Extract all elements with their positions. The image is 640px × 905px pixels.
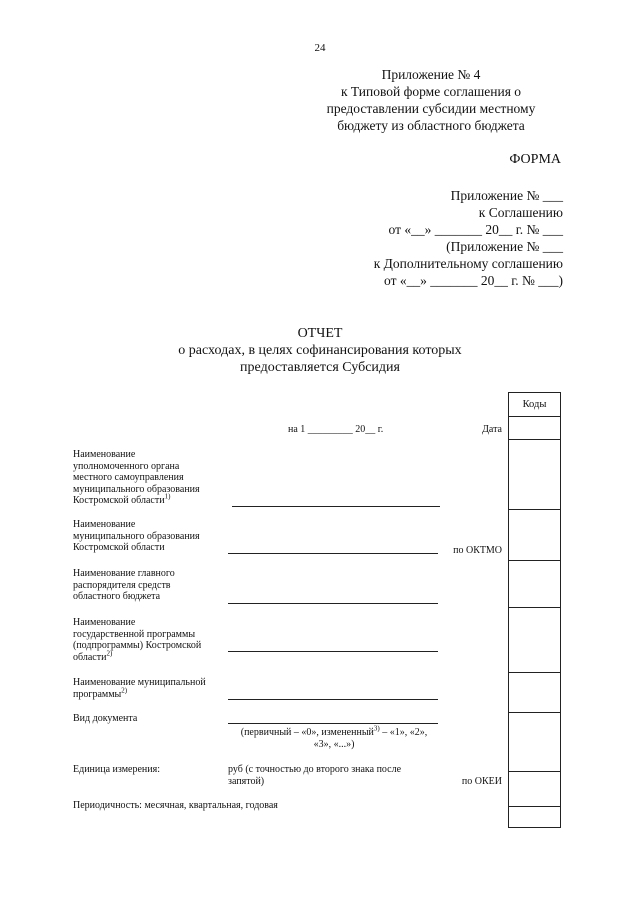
code-cell — [509, 608, 561, 673]
appendix-line: к Типовой форме соглашения о — [340, 84, 522, 99]
footnote-ref: 1) — [164, 492, 171, 501]
hint-text: (первичный – «0», измененный — [240, 727, 374, 738]
field-line-municipal-program[interactable] — [228, 699, 438, 700]
code-cell — [509, 807, 561, 828]
appendix-line: предоставлении субсидии местному — [326, 101, 536, 116]
hint-text: – «1», «2», — [379, 727, 428, 738]
report-title-block — [0, 325, 640, 376]
label-line: областного бюджета — [73, 591, 161, 602]
report-subtitle: предоставляется Субсидия — [240, 360, 400, 375]
label-line-text: Костромской области — [73, 495, 165, 506]
oktmo-label: по ОКТМО — [453, 545, 502, 556]
field-label-manager — [73, 568, 223, 603]
code-cell-oktmo — [509, 510, 561, 561]
attachment-line: от «__» _______ 20__ г. № ___) — [384, 273, 563, 288]
field-line-municipality[interactable] — [228, 553, 438, 554]
label-line: уполномоченного органа — [73, 460, 180, 472]
codes-table — [508, 392, 561, 828]
code-cell-date — [509, 417, 561, 440]
footnote-ref: 2) — [121, 686, 128, 695]
label-line — [73, 686, 223, 701]
label-line-text: области — [73, 651, 107, 663]
field-label-state-program — [73, 617, 223, 663]
attachment-line: (Приложение № ___ — [446, 239, 563, 254]
field-label-unit: Единица измерения: — [73, 764, 160, 775]
label-line: Костромской области — [73, 542, 165, 553]
label-line — [73, 492, 223, 507]
field-label-municipal-program — [73, 677, 223, 700]
field-line-doc-type[interactable] — [228, 723, 438, 724]
periodicity: Периодичность: месячная, квартальная, годовая — [73, 800, 278, 811]
code-cell — [509, 561, 561, 608]
okei-label: по ОКЕИ — [461, 776, 502, 787]
unit-value — [228, 764, 428, 787]
field-line-state-program[interactable] — [228, 651, 438, 652]
label-line-text: программы — [73, 688, 122, 700]
appendix-header — [300, 66, 562, 134]
code-cell — [509, 673, 561, 713]
unit-value-line: руб (с точностью до второго знака после — [228, 764, 402, 775]
label-line: Наименование — [73, 519, 136, 530]
label-line: муниципального образования — [73, 483, 200, 495]
hint-line: «3», «...») — [313, 738, 355, 750]
codes-header: Коды — [509, 393, 561, 417]
page-number: 24 — [314, 42, 326, 54]
appendix-line: бюджету из областного бюджета — [337, 118, 525, 133]
attachment-line: к Соглашению — [478, 205, 563, 220]
attachment-line: от «__» _______ 20__ г. № ___ — [388, 222, 563, 237]
footnote-ref: 2) — [106, 649, 113, 658]
attachment-line: Приложение № ___ — [450, 188, 563, 203]
code-cell-okei — [509, 772, 561, 807]
label-line: Наименование — [73, 449, 136, 460]
attachment-line: к Дополнительному соглашению — [373, 256, 563, 271]
report-date-line: на 1 _________ 20__ г. — [288, 424, 384, 435]
unit-value-line: запятой) — [228, 775, 265, 787]
hint-line — [228, 724, 440, 739]
doc-type-hint — [228, 724, 440, 750]
field-label-municipality — [73, 519, 223, 554]
footnote-ref: 3) — [373, 724, 380, 733]
date-label: Дата — [482, 424, 502, 435]
label-line: государственной программы — [73, 628, 196, 640]
report-title: ОТЧЕТ — [297, 326, 343, 341]
code-cell — [509, 440, 561, 510]
field-line-manager[interactable] — [228, 603, 438, 604]
report-subtitle: о расходах, в целях софинансирования которых — [178, 343, 462, 358]
agreement-attachment — [374, 187, 563, 289]
label-line: местного самоуправления — [73, 472, 184, 483]
field-label-doc-type: Вид документа — [73, 713, 138, 724]
appendix-line: Приложение № 4 — [381, 67, 481, 82]
label-line: Наименование — [73, 617, 136, 628]
form-label: ФОРМА — [509, 152, 561, 167]
label-line: Наименование главного — [73, 568, 175, 579]
label-line — [73, 649, 223, 664]
field-line-authority[interactable] — [232, 506, 440, 507]
label-line: муниципального образования — [73, 530, 200, 542]
field-label-authority — [73, 449, 223, 507]
label-line: распорядителя средств — [73, 579, 171, 591]
code-cell — [509, 713, 561, 772]
label-line: (подпрограммы) Костромской — [73, 640, 202, 651]
label-line: Наименование муниципальной — [73, 677, 206, 688]
